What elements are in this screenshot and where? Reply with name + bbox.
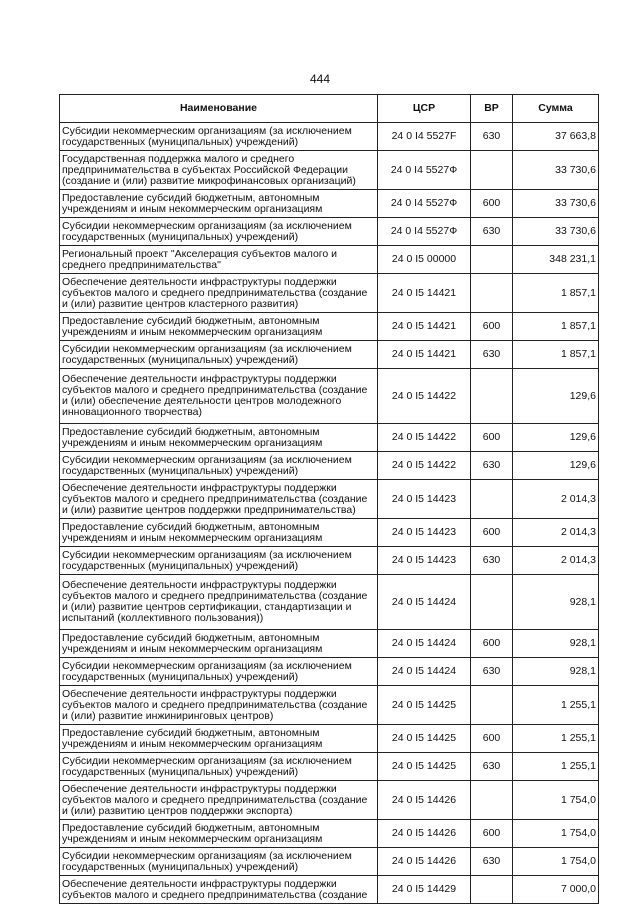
row-vr (471, 686, 513, 725)
header-amount: Сумма (513, 95, 599, 123)
row-vr (471, 781, 513, 820)
row-vr (471, 274, 513, 313)
row-vr (471, 369, 513, 424)
row-amount: 928,1 (513, 658, 599, 686)
table-row (60, 424, 599, 452)
header-name: Наименование (60, 95, 378, 123)
table-row (60, 123, 599, 151)
row-amount: 928,1 (513, 630, 599, 658)
row-name: Предоставление субсидий бюджетным, автономным учреждениям и иным некоммерческим организациям (60, 313, 378, 341)
row-amount: 1 255,1 (513, 753, 599, 781)
table-row (60, 369, 599, 424)
row-amount: 1 754,0 (513, 848, 599, 876)
row-amount: 129,6 (513, 424, 599, 452)
row-code: 24 0 I5 14421 (378, 274, 471, 313)
row-name: Обеспечение деятельности инфраструктуры поддержки субъектов малого и среднего предпринимательства (создание и (или) обеспечение деятельности центров молодежного инновационного творчества) (60, 369, 378, 424)
table-row (60, 725, 599, 753)
row-amount: 33 730,6 (513, 190, 599, 218)
row-vr: 630 (471, 452, 513, 480)
row-name: Субсидии некоммерческим организациям (за исключением государственных (муниципальных) учреждений) (60, 218, 378, 246)
table-row (60, 848, 599, 876)
row-code: 24 0 I4 5527Ф (378, 151, 471, 190)
table-row (60, 313, 599, 341)
row-code: 24 0 I5 14426 (378, 781, 471, 820)
row-name: Обеспечение деятельности инфраструктуры поддержки субъектов малого и среднего предпринимательства (создание и (или) развитие центров сертификации, стандартизации и испытаний (коллективного пользования)) (60, 575, 378, 630)
row-vr: 600 (471, 313, 513, 341)
table-row (60, 820, 599, 848)
row-amount: 1 857,1 (513, 341, 599, 369)
row-code: 24 0 I5 14421 (378, 313, 471, 341)
row-name: Государственная поддержка малого и среднего предпринимательства в субъектах Российской Федерации (создание и (или) развитие микрофинансовых организаций) (60, 151, 378, 190)
table-row (60, 658, 599, 686)
row-code: 24 0 I5 14423 (378, 547, 471, 575)
row-name: Предоставление субсидий бюджетным, автономным учреждениям и иным некоммерческим организациям (60, 519, 378, 547)
table-row (60, 218, 599, 246)
table-row (60, 781, 599, 820)
row-name: Субсидии некоммерческим организациям (за исключением государственных (муниципальных) учреждений) (60, 341, 378, 369)
row-amount: 2 014,3 (513, 480, 599, 519)
row-vr: 630 (471, 547, 513, 575)
row-vr (471, 246, 513, 274)
row-code: 24 0 I5 14423 (378, 519, 471, 547)
row-name: Субсидии некоммерческим организациям (за исключением государственных (муниципальных) учреждений) (60, 123, 378, 151)
row-amount: 1 754,0 (513, 781, 599, 820)
table-row (60, 151, 599, 190)
row-name: Обеспечение деятельности инфраструктуры поддержки субъектов малого и среднего предпринимательства (создание и (или) развитие центров поддержки предпринимательства) (60, 480, 378, 519)
table-row (60, 480, 599, 519)
row-vr (471, 480, 513, 519)
page-number: 444 (309, 72, 331, 86)
row-vr: 600 (471, 630, 513, 658)
row-code: 24 0 I5 14424 (378, 630, 471, 658)
row-amount: 33 730,6 (513, 218, 599, 246)
table-row (60, 630, 599, 658)
row-code: 24 0 I5 14423 (378, 480, 471, 519)
table-row (60, 753, 599, 781)
row-vr: 630 (471, 341, 513, 369)
table-row (60, 686, 599, 725)
table-row (60, 452, 599, 480)
row-amount: 1 754,0 (513, 820, 599, 848)
row-amount: 37 663,8 (513, 123, 599, 151)
table-row (60, 575, 599, 630)
row-amount: 33 730,6 (513, 151, 599, 190)
row-name: Предоставление субсидий бюджетным, автономным учреждениям и иным некоммерческим организациям (60, 630, 378, 658)
row-amount: 1 857,1 (513, 313, 599, 341)
row-name: Субсидии некоммерческим организациям (за исключением государственных (муниципальных) учреждений) (60, 753, 378, 781)
row-code: 24 0 I5 14429 (378, 876, 471, 904)
row-vr: 600 (471, 424, 513, 452)
row-name: Субсидии некоммерческим организациям (за исключением государственных (муниципальных) учреждений) (60, 452, 378, 480)
row-vr (471, 876, 513, 904)
row-name: Обеспечение деятельности инфраструктуры поддержки субъектов малого и среднего предпринимательства (создание и (или) развитию центров поддержки экспорта) (60, 781, 378, 820)
row-code: 24 0 I5 14425 (378, 725, 471, 753)
row-name: Обеспечение деятельности инфраструктуры поддержки субъектов малого и среднего предпринимательства (создание и (или) развитие центров кластерного развития) (60, 274, 378, 313)
row-amount: 129,6 (513, 369, 599, 424)
budget-table (59, 94, 599, 904)
row-amount: 928,1 (513, 575, 599, 630)
table-row (60, 519, 599, 547)
row-vr: 630 (471, 123, 513, 151)
row-name: Обеспечение деятельности инфраструктуры поддержки субъектов малого и среднего предпринимательства (создание и (или) развитие инжиниринговых центров) (60, 686, 378, 725)
row-amount: 1 255,1 (513, 725, 599, 753)
row-amount: 2 014,3 (513, 519, 599, 547)
row-vr: 630 (471, 218, 513, 246)
row-vr: 630 (471, 848, 513, 876)
row-name: Субсидии некоммерческим организациям (за исключением государственных (муниципальных) учреждений) (60, 658, 378, 686)
row-name: Предоставление субсидий бюджетным, автономным учреждениям и иным некоммерческим организациям (60, 820, 378, 848)
row-name: Предоставление субсидий бюджетным, автономным учреждениям и иным некоммерческим организациям (60, 190, 378, 218)
row-name: Субсидии некоммерческим организациям (за исключением государственных (муниципальных) учреждений) (60, 848, 378, 876)
row-code: 24 0 I5 14424 (378, 575, 471, 630)
table-row (60, 190, 599, 218)
row-code: 24 0 I4 5527F (378, 123, 471, 151)
row-name: Предоставление субсидий бюджетным, автономным учреждениям и иным некоммерческим организациям (60, 424, 378, 452)
row-vr: 600 (471, 820, 513, 848)
row-code: 24 0 I5 14426 (378, 820, 471, 848)
row-vr (471, 575, 513, 630)
row-code: 24 0 I5 14422 (378, 452, 471, 480)
row-name: Региональный проект "Акселерация субъектов малого и среднего предпринимательства" (60, 246, 378, 274)
row-vr: 630 (471, 753, 513, 781)
table-row (60, 547, 599, 575)
row-code: 24 0 I5 00000 (378, 246, 471, 274)
row-code: 24 0 I5 14425 (378, 753, 471, 781)
row-code: 24 0 I5 14422 (378, 369, 471, 424)
table-row (60, 876, 599, 904)
row-amount: 348 231,1 (513, 246, 599, 274)
row-code: 24 0 I4 5527Ф (378, 218, 471, 246)
row-name: Субсидии некоммерческим организациям (за исключением государственных (муниципальных) учреждений) (60, 547, 378, 575)
row-amount: 1 857,1 (513, 274, 599, 313)
row-code: 24 0 I5 14425 (378, 686, 471, 725)
table-row (60, 274, 599, 313)
header-vr: ВР (471, 95, 513, 123)
row-code: 24 0 I5 14422 (378, 424, 471, 452)
table-row (60, 341, 599, 369)
row-vr: 600 (471, 190, 513, 218)
row-amount: 7 000,0 (513, 876, 599, 904)
row-vr: 600 (471, 725, 513, 753)
table-header-row (60, 95, 599, 123)
row-vr: 600 (471, 519, 513, 547)
row-amount: 1 255,1 (513, 686, 599, 725)
header-code: ЦСР (378, 95, 471, 123)
row-amount: 129,6 (513, 452, 599, 480)
row-vr: 630 (471, 658, 513, 686)
row-vr (471, 151, 513, 190)
row-code: 24 0 I5 14426 (378, 848, 471, 876)
table-row (60, 246, 599, 274)
row-name: Обеспечение деятельности инфраструктуры поддержки субъектов малого и среднего предпринимательства (создание (60, 876, 378, 904)
row-code: 24 0 I5 14424 (378, 658, 471, 686)
row-code: 24 0 I4 5527Ф (378, 190, 471, 218)
row-name: Предоставление субсидий бюджетным, автономным учреждениям и иным некоммерческим организациям (60, 725, 378, 753)
row-code: 24 0 I5 14421 (378, 341, 471, 369)
row-amount: 2 014,3 (513, 547, 599, 575)
